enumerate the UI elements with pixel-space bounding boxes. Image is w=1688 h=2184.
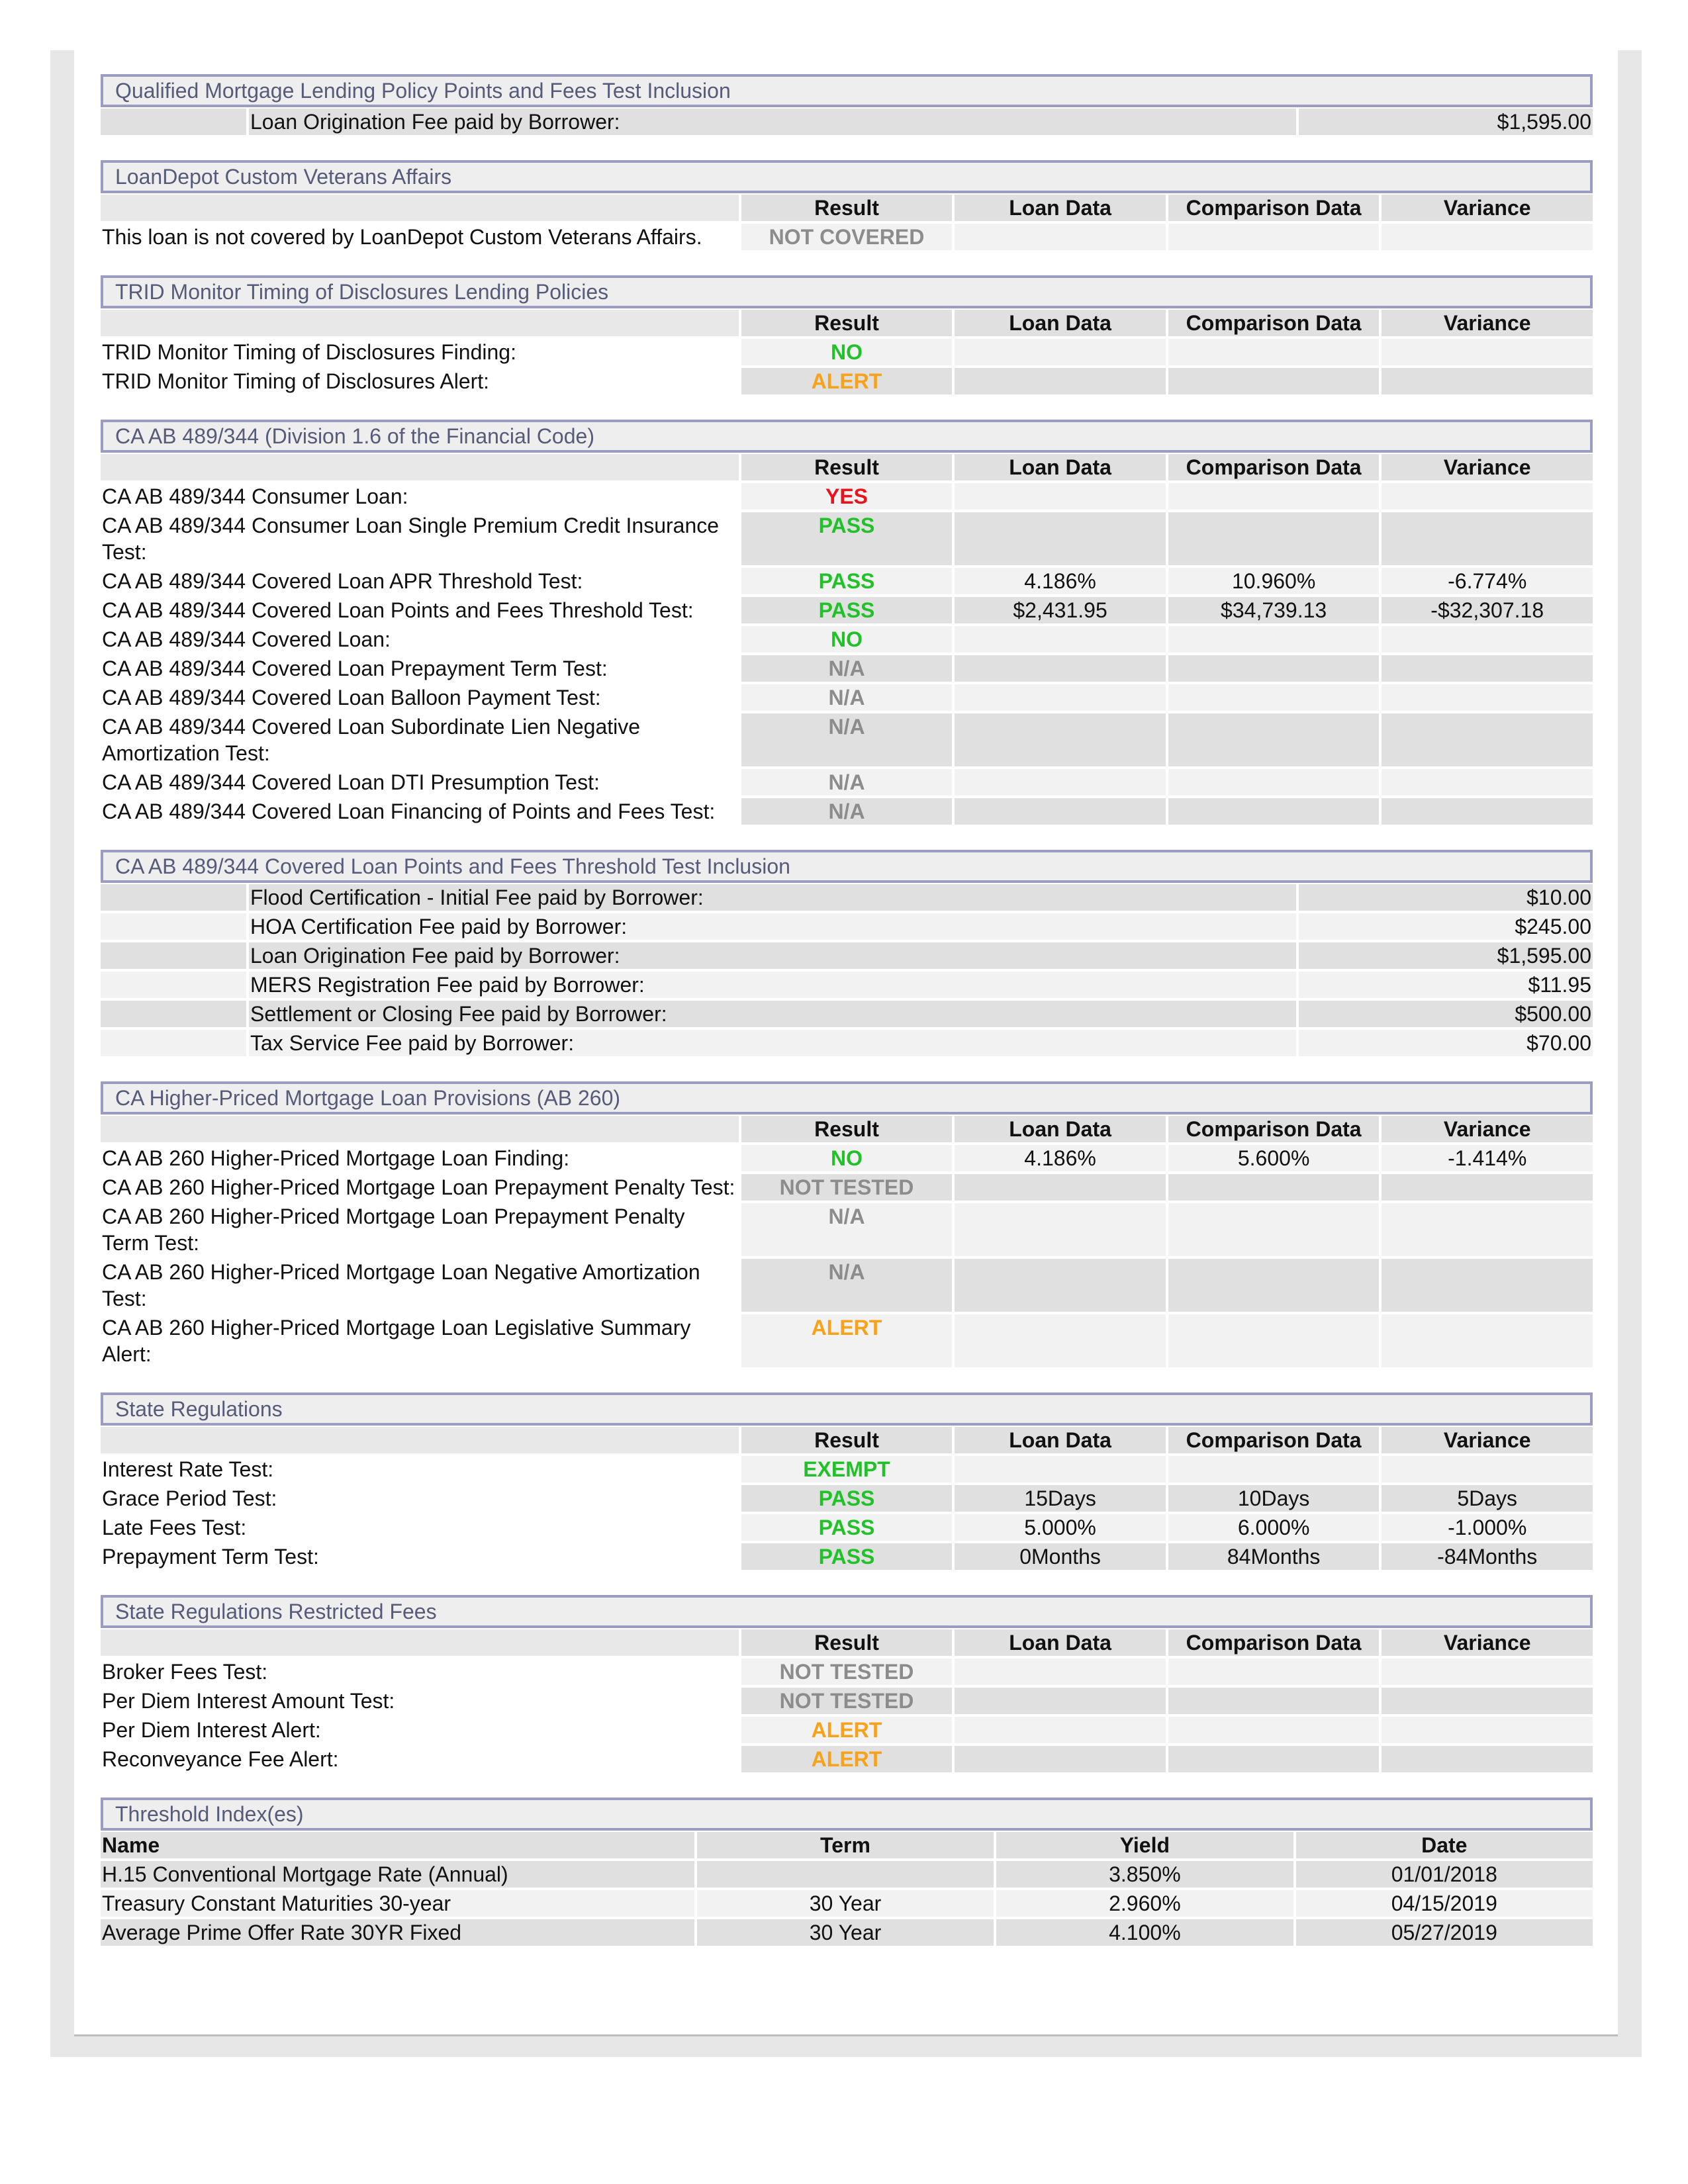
column-header-blank [101, 310, 739, 336]
loan-value [955, 1259, 1166, 1312]
table-row [101, 224, 1593, 250]
comparison-value [1168, 1746, 1380, 1772]
variance-value [1382, 339, 1593, 365]
page-bottom-divider [74, 2034, 1618, 2036]
variance-value [1382, 769, 1593, 796]
loan-value [955, 1314, 1166, 1367]
test-label: CA AB 489/344 Covered Loan Balloon Payment Test: [101, 684, 739, 711]
table-row [101, 1203, 1593, 1256]
loan-value [955, 1688, 1166, 1714]
result-value: N/A [741, 684, 953, 711]
fee-amount: $245.00 [1299, 913, 1593, 940]
threshold-table [98, 1829, 1595, 1948]
variance-value [1382, 512, 1593, 565]
result-value: N/A [741, 1259, 953, 1312]
column-header-date: Date [1296, 1832, 1593, 1858]
section-ab489-fees [101, 850, 1593, 1059]
loan-value [955, 798, 1166, 825]
column-header-loan: Loan Data [955, 1116, 1166, 1142]
comparison-value [1168, 626, 1380, 653]
column-header-name: Name [101, 1832, 694, 1858]
section-title: State Regulations [101, 1392, 1593, 1426]
column-header-result: Result [741, 1427, 953, 1453]
table-row [101, 1688, 1593, 1714]
column-header-result: Result [741, 454, 953, 480]
fee-row [101, 913, 1593, 940]
loan-value [955, 1203, 1166, 1256]
table-row [101, 568, 1593, 594]
index-yield: 4.100% [996, 1919, 1293, 1946]
result-value: N/A [741, 798, 953, 825]
comparison-value [1168, 769, 1380, 796]
test-label: Interest Rate Test: [101, 1456, 739, 1482]
table-row [101, 1145, 1593, 1171]
column-header-variance: Variance [1382, 310, 1593, 336]
column-header-comparison: Comparison Data [1168, 454, 1380, 480]
loan-value [955, 224, 1166, 250]
comparison-value [1168, 1314, 1380, 1367]
column-header-result: Result [741, 195, 953, 221]
column-header-variance: Variance [1382, 1116, 1593, 1142]
table-row [101, 626, 1593, 653]
test-label: Per Diem Interest Amount Test: [101, 1688, 739, 1714]
comparison-value [1168, 512, 1380, 565]
column-header-comparison: Comparison Data [1168, 1427, 1380, 1453]
test-label: CA AB 489/344 Covered Loan DTI Presumption Test: [101, 769, 739, 796]
result-table [98, 307, 1595, 397]
test-label: CA AB 260 Higher-Priced Mortgage Loan Negative Amortization Test: [101, 1259, 739, 1312]
test-label: CA AB 489/344 Covered Loan: [101, 626, 739, 653]
fee-amount: $11.95 [1299, 972, 1593, 998]
variance-value: -84Months [1382, 1543, 1593, 1570]
test-label: CA AB 489/344 Covered Loan Financing of Points and Fees Test: [101, 798, 739, 825]
table-header-row [101, 1116, 1593, 1142]
section-ab260 [101, 1081, 1593, 1370]
comparison-value [1168, 1659, 1380, 1685]
test-label: CA AB 260 Higher-Priced Mortgage Loan Finding: [101, 1145, 739, 1171]
test-label: CA AB 260 Higher-Priced Mortgage Loan Prepayment Penalty Term Test: [101, 1203, 739, 1256]
fee-amount: $1,595.00 [1299, 942, 1593, 969]
fee-label: HOA Certification Fee paid by Borrower: [249, 913, 1296, 940]
table-header-row [101, 310, 1593, 336]
result-table [98, 1424, 1595, 1572]
comparison-value [1168, 368, 1380, 394]
fee-label: Settlement or Closing Fee paid by Borrower: [249, 1001, 1296, 1027]
column-header-result: Result [741, 1629, 953, 1656]
loan-value: 0Months [955, 1543, 1166, 1570]
fee-indent [101, 1001, 246, 1027]
section-ab489 [101, 420, 1593, 827]
section-title: CA AB 489/344 (Division 1.6 of the Financial Code) [101, 420, 1593, 453]
column-header-variance: Variance [1382, 1629, 1593, 1656]
loan-value: $2,431.95 [955, 597, 1166, 623]
index-name: Treasury Constant Maturities 30-year [101, 1890, 694, 1917]
column-header-variance: Variance [1382, 1427, 1593, 1453]
column-header-comparison: Comparison Data [1168, 1629, 1380, 1656]
result-value: NOT TESTED [741, 1174, 953, 1201]
column-header-loan: Loan Data [955, 1629, 1166, 1656]
test-label: CA AB 489/344 Consumer Loan: [101, 483, 739, 510]
test-label: TRID Monitor Timing of Disclosures Alert: [101, 368, 739, 394]
variance-value [1382, 1174, 1593, 1201]
index-term: 30 Year [697, 1890, 994, 1917]
table-row [101, 1861, 1593, 1888]
table-row [101, 1259, 1593, 1312]
table-row [101, 1314, 1593, 1367]
index-term [697, 1861, 994, 1888]
loan-value [955, 1717, 1166, 1743]
loan-value [955, 655, 1166, 682]
table-header-row [101, 454, 1593, 480]
fee-row [101, 109, 1593, 135]
table-row [101, 1543, 1593, 1570]
result-value: PASS [741, 1543, 953, 1570]
section-trid [101, 275, 1593, 397]
section-title: LoanDepot Custom Veterans Affairs [101, 160, 1593, 193]
section-state-regulations [101, 1392, 1593, 1572]
loan-value [955, 368, 1166, 394]
column-header-loan: Loan Data [955, 195, 1166, 221]
column-header-variance: Variance [1382, 195, 1593, 221]
result-table [98, 451, 1595, 827]
variance-value [1382, 798, 1593, 825]
comparison-value [1168, 1717, 1380, 1743]
column-header-term: Term [697, 1832, 994, 1858]
result-value: PASS [741, 1485, 953, 1512]
variance-value: -1.000% [1382, 1514, 1593, 1541]
table-row [101, 512, 1593, 565]
loan-value [955, 483, 1166, 510]
loan-value: 4.186% [955, 568, 1166, 594]
comparison-value: 6.000% [1168, 1514, 1380, 1541]
section-restricted-fees [101, 1595, 1593, 1775]
table-row [101, 368, 1593, 394]
test-label: CA AB 489/344 Covered Loan Prepayment Term Test: [101, 655, 739, 682]
result-value: NO [741, 626, 953, 653]
comparison-value [1168, 655, 1380, 682]
comparison-value [1168, 483, 1380, 510]
fee-table [98, 106, 1595, 138]
section-title: CA AB 489/344 Covered Loan Points and Fees Threshold Test Inclusion [101, 850, 1593, 883]
column-header-yield: Yield [996, 1832, 1293, 1858]
comparison-value [1168, 684, 1380, 711]
test-label: Reconveyance Fee Alert: [101, 1746, 739, 1772]
loan-value [955, 713, 1166, 766]
table-header-row [101, 1629, 1593, 1656]
column-header-comparison: Comparison Data [1168, 310, 1380, 336]
variance-value [1382, 684, 1593, 711]
fee-indent [101, 109, 246, 135]
index-yield: 3.850% [996, 1861, 1293, 1888]
result-value: ALERT [741, 1314, 953, 1367]
table-row [101, 1919, 1593, 1946]
result-value: EXEMPT [741, 1456, 953, 1482]
fee-row [101, 884, 1593, 911]
table-header-row [101, 1427, 1593, 1453]
test-label: CA AB 489/344 Covered Loan Points and Fees Threshold Test: [101, 597, 739, 623]
comparison-value [1168, 1174, 1380, 1201]
test-label: Broker Fees Test: [101, 1659, 739, 1685]
table-row [101, 713, 1593, 766]
loan-value: 15Days [955, 1485, 1166, 1512]
index-date: 04/15/2019 [1296, 1890, 1593, 1917]
result-table [98, 1113, 1595, 1370]
variance-value [1382, 368, 1593, 394]
result-value: ALERT [741, 1717, 953, 1743]
fee-label: Flood Certification - Initial Fee paid by Borrower: [249, 884, 1296, 911]
comparison-value: $34,739.13 [1168, 597, 1380, 623]
comparison-value [1168, 1456, 1380, 1482]
column-header-loan: Loan Data [955, 454, 1166, 480]
section-qm-fees [101, 74, 1593, 138]
table-row [101, 1485, 1593, 1512]
index-term: 30 Year [697, 1919, 994, 1946]
comparison-value [1168, 1203, 1380, 1256]
section-title: State Regulations Restricted Fees [101, 1595, 1593, 1628]
loan-value: 5.000% [955, 1514, 1166, 1541]
report-content [101, 74, 1593, 1971]
column-header-result: Result [741, 1116, 953, 1142]
section-title: Threshold Index(es) [101, 1797, 1593, 1831]
comparison-value [1168, 1688, 1380, 1714]
table-row [101, 483, 1593, 510]
fee-indent [101, 1030, 246, 1056]
column-header-blank [101, 1116, 739, 1142]
fee-row [101, 1001, 1593, 1027]
index-name: Average Prime Offer Rate 30YR Fixed [101, 1919, 694, 1946]
result-value: PASS [741, 512, 953, 565]
test-label: CA AB 489/344 Covered Loan Subordinate Lien Negative Amortization Test: [101, 713, 739, 766]
fee-label: Loan Origination Fee paid by Borrower: [249, 109, 1296, 135]
column-header-loan: Loan Data [955, 310, 1166, 336]
fee-amount: $10.00 [1299, 884, 1593, 911]
test-label: Per Diem Interest Alert: [101, 1717, 739, 1743]
result-value: NOT TESTED [741, 1659, 953, 1685]
variance-value: -1.414% [1382, 1145, 1593, 1171]
column-header-blank [101, 1629, 739, 1656]
fee-row [101, 942, 1593, 969]
result-value: NOT COVERED [741, 224, 953, 250]
fee-amount: $500.00 [1299, 1001, 1593, 1027]
result-value: N/A [741, 713, 953, 766]
comparison-value: 5.600% [1168, 1145, 1380, 1171]
result-value: ALERT [741, 1746, 953, 1772]
variance-value [1382, 1688, 1593, 1714]
fee-label: Tax Service Fee paid by Borrower: [249, 1030, 1296, 1056]
comparison-value: 10Days [1168, 1485, 1380, 1512]
test-label: Prepayment Term Test: [101, 1543, 739, 1570]
variance-value: -$32,307.18 [1382, 597, 1593, 623]
table-header-row [101, 195, 1593, 221]
table-row [101, 597, 1593, 623]
column-header-variance: Variance [1382, 454, 1593, 480]
column-header-comparison: Comparison Data [1168, 195, 1380, 221]
variance-value [1382, 713, 1593, 766]
column-header-result: Result [741, 310, 953, 336]
loan-value [955, 1746, 1166, 1772]
comparison-value [1168, 713, 1380, 766]
index-date: 05/27/2019 [1296, 1919, 1593, 1946]
table-row [101, 1174, 1593, 1201]
comparison-value [1168, 339, 1380, 365]
result-value: NO [741, 339, 953, 365]
test-label: CA AB 260 Higher-Priced Mortgage Loan Prepayment Penalty Test: [101, 1174, 739, 1201]
variance-value [1382, 224, 1593, 250]
comparison-value: 84Months [1168, 1543, 1380, 1570]
result-table [98, 1627, 1595, 1775]
variance-value [1382, 1746, 1593, 1772]
variance-value [1382, 1456, 1593, 1482]
fee-row [101, 972, 1593, 998]
loan-value [955, 339, 1166, 365]
variance-value [1382, 626, 1593, 653]
result-value: ALERT [741, 368, 953, 394]
loan-value: 4.186% [955, 1145, 1166, 1171]
column-header-comparison: Comparison Data [1168, 1116, 1380, 1142]
index-date: 01/01/2018 [1296, 1861, 1593, 1888]
loan-value [955, 684, 1166, 711]
variance-value [1382, 1659, 1593, 1685]
comparison-value [1168, 798, 1380, 825]
variance-value [1382, 1314, 1593, 1367]
section-title: TRID Monitor Timing of Disclosures Lending Policies [101, 275, 1593, 308]
fee-indent [101, 972, 246, 998]
test-label: CA AB 489/344 Consumer Loan Single Premium Credit Insurance Test: [101, 512, 739, 565]
loan-value [955, 626, 1166, 653]
column-header-loan: Loan Data [955, 1427, 1166, 1453]
fee-label: MERS Registration Fee paid by Borrower: [249, 972, 1296, 998]
result-value: N/A [741, 655, 953, 682]
column-header-blank [101, 454, 739, 480]
table-row [101, 769, 1593, 796]
variance-value [1382, 483, 1593, 510]
comparison-value: 10.960% [1168, 568, 1380, 594]
result-value: PASS [741, 597, 953, 623]
column-header-blank [101, 1427, 739, 1453]
variance-value: 5Days [1382, 1485, 1593, 1512]
variance-value [1382, 1203, 1593, 1256]
result-value: NOT TESTED [741, 1688, 953, 1714]
table-row [101, 339, 1593, 365]
index-yield: 2.960% [996, 1890, 1293, 1917]
fee-amount: $1,595.00 [1299, 109, 1593, 135]
test-label: CA AB 260 Higher-Priced Mortgage Loan Legislative Summary Alert: [101, 1314, 739, 1367]
table-row [101, 655, 1593, 682]
loan-value [955, 1174, 1166, 1201]
test-label: This loan is not covered by LoanDepot Custom Veterans Affairs. [101, 224, 739, 250]
fee-table [98, 882, 1595, 1059]
result-value: PASS [741, 568, 953, 594]
section-threshold-index [101, 1797, 1593, 1948]
comparison-value [1168, 1259, 1380, 1312]
test-label: Grace Period Test: [101, 1485, 739, 1512]
fee-label: Loan Origination Fee paid by Borrower: [249, 942, 1296, 969]
loan-value [955, 1456, 1166, 1482]
section-title: CA Higher-Priced Mortgage Loan Provisions (AB 260) [101, 1081, 1593, 1115]
table-header-row [101, 1832, 1593, 1858]
table-row [101, 1456, 1593, 1482]
fee-indent [101, 913, 246, 940]
loan-value [955, 512, 1166, 565]
table-row [101, 1514, 1593, 1541]
loan-value [955, 769, 1166, 796]
loan-value [955, 1659, 1166, 1685]
result-value: PASS [741, 1514, 953, 1541]
table-row [101, 798, 1593, 825]
fee-amount: $70.00 [1299, 1030, 1593, 1056]
fee-indent [101, 884, 246, 911]
table-row [101, 1746, 1593, 1772]
index-name: H.15 Conventional Mortgage Rate (Annual) [101, 1861, 694, 1888]
table-row [101, 1890, 1593, 1917]
fee-indent [101, 942, 246, 969]
result-value: N/A [741, 1203, 953, 1256]
variance-value [1382, 655, 1593, 682]
table-row [101, 1717, 1593, 1743]
test-label: TRID Monitor Timing of Disclosures Finding: [101, 339, 739, 365]
fee-row [101, 1030, 1593, 1056]
comparison-value [1168, 224, 1380, 250]
result-value: YES [741, 483, 953, 510]
test-label: CA AB 489/344 Covered Loan APR Threshold Test: [101, 568, 739, 594]
table-row [101, 684, 1593, 711]
result-table [98, 192, 1595, 253]
variance-value [1382, 1259, 1593, 1312]
result-value: NO [741, 1145, 953, 1171]
table-row [101, 1659, 1593, 1685]
column-header-blank [101, 195, 739, 221]
variance-value: -6.774% [1382, 568, 1593, 594]
variance-value [1382, 1717, 1593, 1743]
section-title: Qualified Mortgage Lending Policy Points and Fees Test Inclusion [101, 74, 1593, 107]
section-va [101, 160, 1593, 253]
test-label: Late Fees Test: [101, 1514, 739, 1541]
result-value: N/A [741, 769, 953, 796]
